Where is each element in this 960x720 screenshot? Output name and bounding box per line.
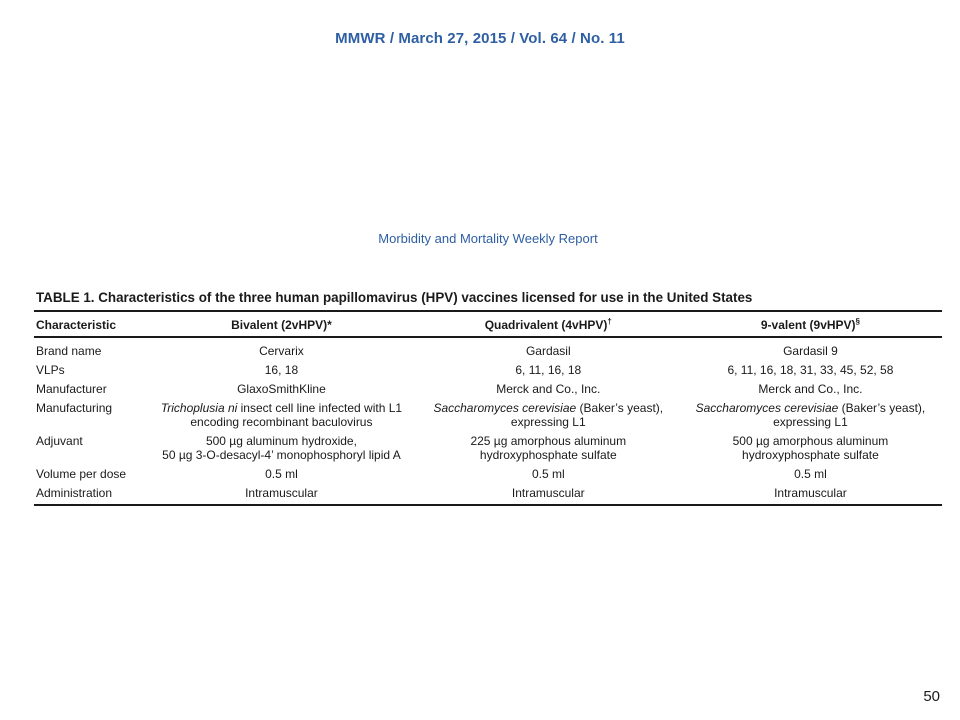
- italic-species-name: Trichoplusia ni: [160, 401, 238, 415]
- header-bivalent: [145, 311, 418, 337]
- table-row: [34, 483, 942, 505]
- table-cell: [679, 337, 942, 360]
- header-label: 9-valent (9vHPV): [760, 318, 856, 332]
- table-cell: [418, 483, 679, 505]
- row-label: Volume per dose: [36, 467, 127, 481]
- header-9-valent: [679, 311, 942, 337]
- cell-text: GlaxoSmithKline: [237, 382, 326, 396]
- cell-text: 0.5 ml: [265, 467, 298, 481]
- hpv-vaccine-table: [34, 310, 942, 506]
- italic-species-name: Saccharomyces cerevisiae: [695, 401, 839, 415]
- table-cell: [418, 379, 679, 398]
- row-label: VLPs: [36, 363, 65, 377]
- cell-line: [147, 415, 416, 429]
- cell-line: [147, 382, 416, 396]
- header-characteristic: [34, 311, 145, 337]
- table-cell: [418, 398, 679, 431]
- cell-line: [147, 344, 416, 358]
- cell-line: [420, 401, 677, 415]
- header-label: Characteristic: [36, 318, 117, 332]
- table-cell: [418, 360, 679, 379]
- table-cell: [145, 431, 418, 464]
- cell-line: [681, 382, 940, 396]
- cell-line: [681, 467, 940, 481]
- cell-line: [420, 434, 677, 448]
- table-cell: [679, 379, 942, 398]
- cell-line: [420, 382, 677, 396]
- cell-line: [147, 363, 416, 377]
- cell-text: encoding recombinant baculovirus: [190, 415, 373, 429]
- header-footnote-mark: §: [855, 317, 860, 326]
- cell-line: [420, 448, 677, 462]
- cell-text: 6, 11, 16, 18, 31, 33, 45, 52, 58: [727, 363, 894, 377]
- table-cell: [145, 398, 418, 431]
- cell-line: [681, 415, 940, 429]
- cell-text: 16, 18: [264, 363, 299, 377]
- cell-line: [420, 363, 677, 377]
- cell-line: [147, 434, 416, 448]
- cell-text: hydroxyphosphate sulfate: [479, 448, 617, 462]
- row-label: Manufacturing: [36, 401, 113, 415]
- table-cell: [145, 379, 418, 398]
- cell-text: 0.5 ml: [794, 467, 827, 481]
- table-cell: [679, 398, 942, 431]
- header-footnote-mark: †: [607, 317, 612, 326]
- cell-line: [681, 448, 940, 462]
- table: [34, 310, 942, 506]
- table-cell: [418, 431, 679, 464]
- header-label: Quadrivalent (4vHPV): [484, 318, 608, 332]
- cell-line: [681, 434, 940, 448]
- table-cell: [145, 483, 418, 505]
- cell-line: [147, 467, 416, 481]
- table-cell: [679, 360, 942, 379]
- cell-text: 50 µg 3-O-desacyl-4’ monophosphoryl lipid A: [162, 448, 401, 462]
- cell-text: 500 µg aluminum hydroxide,: [205, 434, 357, 448]
- cell-text: Merck and Co., Inc.: [496, 382, 601, 396]
- cell-text: insect cell line infected with L1: [237, 401, 403, 415]
- row-label: Brand name: [36, 344, 102, 358]
- table-cell: [145, 360, 418, 379]
- table-title: TABLE 1. Characteristics of the three human papillomavirus (HPV) vaccines licensed for use in the United States: [36, 290, 753, 305]
- cell-line: [147, 401, 416, 415]
- table-row: [34, 379, 942, 398]
- header-row: [34, 311, 942, 337]
- cell-text: (Baker’s yeast),: [576, 401, 664, 415]
- cell-text: 6, 11, 16, 18: [515, 363, 582, 377]
- row-label: Administration: [34, 483, 145, 505]
- table-row: [34, 431, 942, 464]
- cell-text: Gardasil: [525, 344, 571, 358]
- cell-text: Intramuscular: [511, 486, 585, 500]
- cell-line: [681, 401, 940, 415]
- cell-text: 500 µg amorphous aluminum: [732, 434, 889, 448]
- table-cell: [679, 464, 942, 483]
- cell-text: Intramuscular: [245, 486, 318, 500]
- cell-text: Merck and Co., Inc.: [758, 382, 863, 396]
- table-header: [34, 311, 942, 337]
- cell-text: 0.5 ml: [531, 467, 565, 481]
- cell-line: [681, 363, 940, 377]
- cell-line: [681, 344, 940, 358]
- cell-text: Gardasil 9: [783, 344, 838, 358]
- row-label: Adjuvant: [36, 434, 83, 448]
- cell-text: 225 µg amorphous aluminum: [470, 434, 627, 448]
- cell-text: (Baker’s yeast),: [838, 401, 926, 415]
- table-row: [34, 464, 942, 483]
- table-row: [34, 337, 942, 360]
- italic-species-name: Saccharomyces cerevisiae: [433, 401, 577, 415]
- table-cell: [418, 464, 679, 483]
- table-cell: [679, 483, 942, 505]
- cell-text: expressing L1: [510, 415, 586, 429]
- table-row: [34, 360, 942, 379]
- cell-text: expressing L1: [773, 415, 848, 429]
- cell-line: [147, 448, 416, 462]
- cell-text: Intramuscular: [774, 486, 847, 500]
- cell-line: [681, 486, 940, 500]
- cell-line: [420, 486, 677, 500]
- journal-subheader: Morbidity and Mortality Weekly Report: [378, 231, 598, 246]
- table-cell: [679, 431, 942, 464]
- page-number: 50: [923, 688, 940, 705]
- cell-line: [147, 486, 416, 500]
- cell-line: [420, 467, 677, 481]
- cell-text: hydroxyphosphate sulfate: [742, 448, 879, 462]
- table-cell: [418, 337, 679, 360]
- table-row: [34, 398, 942, 431]
- header-quadrivalent: [418, 311, 679, 337]
- row-label: Manufacturer: [36, 382, 107, 396]
- journal-header: MMWR / March 27, 2015 / Vol. 64 / No. 11: [335, 30, 625, 47]
- header-label: Bivalent (2vHPV)*: [231, 318, 332, 332]
- cell-text: Cervarix: [259, 344, 304, 358]
- cell-line: [420, 415, 677, 429]
- table-cell: [145, 464, 418, 483]
- table-cell: [145, 337, 418, 360]
- table-body: [34, 337, 942, 505]
- cell-line: [420, 344, 677, 358]
